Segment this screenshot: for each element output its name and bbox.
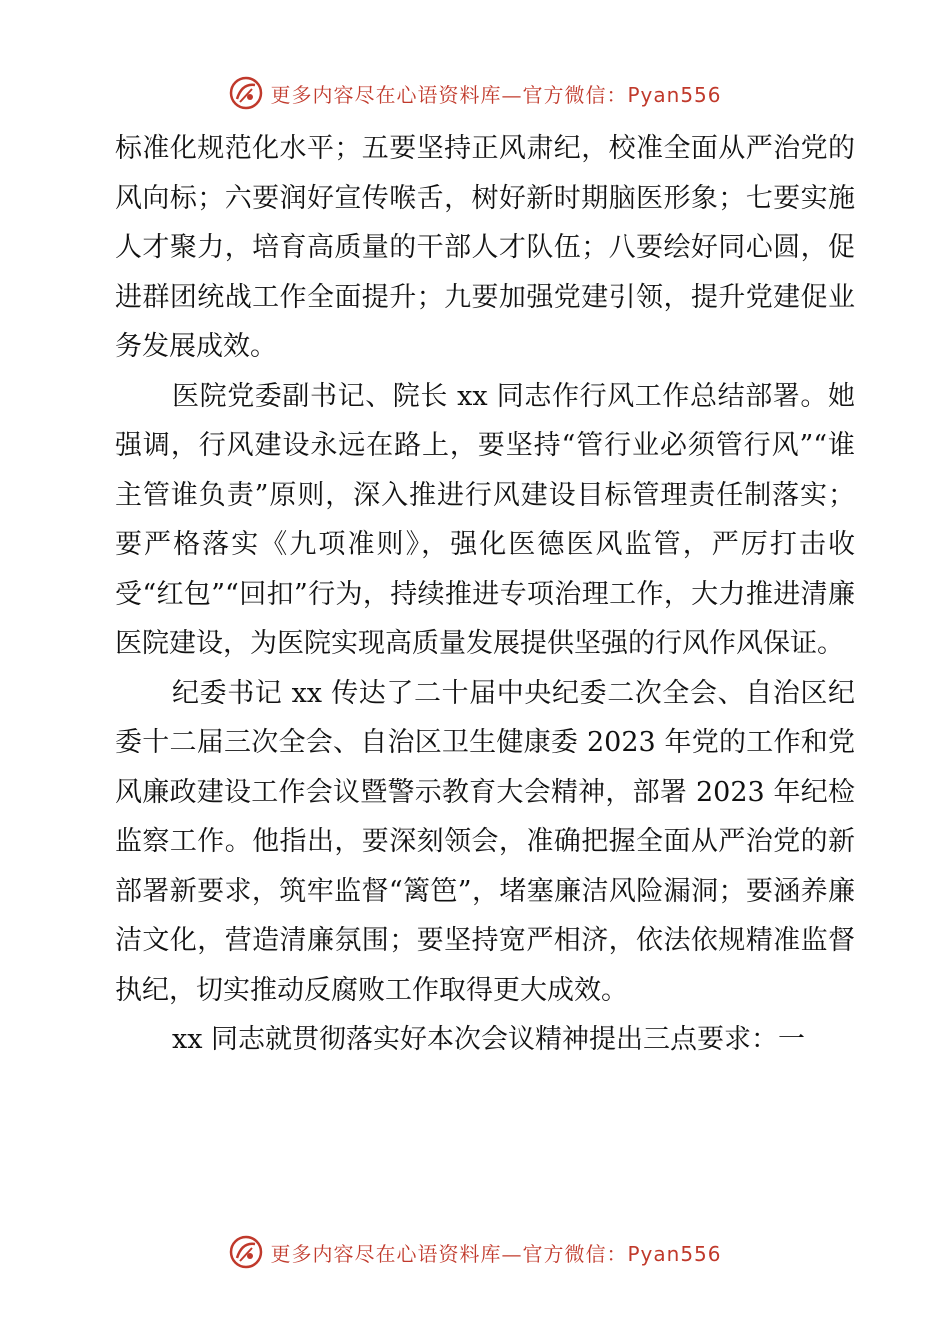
brand-logo-icon [228, 75, 264, 111]
banner-dash: — [501, 1241, 523, 1266]
banner-text [270, 79, 721, 108]
document-body [115, 124, 855, 1065]
paragraph-2: 医院党委副书记、院长 xx 同志作行风工作总结部署。她强调，行风建设永远在路上，要坚持“管行业必须管行风”“谁主管谁负责”原则，深入推进行风建设目标管理责任制落实；要严格落实《九项准则》，强化医德医风监管，严厉打击收受“红包”“回扣”行为，持续推进专项治理工作，大力推进清廉医院建设，为医院实现高质量发展提供坚强的行风作风保证。 [115, 380, 855, 659]
banner-wechat-label: 官方微信： [522, 1241, 628, 1266]
banner-brand: 更多内容尽在心语资料库 [270, 82, 502, 107]
paragraph-3: 纪委书记 xx 传达了二十届中央纪委二次全会、自治区纪委十二届三次全会、自治区卫生健康委 2023 年党的工作和党风廉政建设工作会议暨警示教育大会精神，部署 2023 年纪检监察工作。他指出，要深刻领会，准确把握全面从严治党的新部署新要求，筑牢监督“篱笆”，堵塞廉洁风险漏洞；要涵养廉洁文化，营造清廉氛围；要坚持宽严相济，依法依规精准监督执纪，切实推动反腐败工作取得更大成效。 [115, 677, 855, 1006]
paragraph-4: xx 同志就贯彻落实好本次会议精神提出三点要求：一 [172, 1024, 806, 1055]
footer-banner [0, 1232, 950, 1272]
brand-logo-icon [228, 1234, 264, 1270]
banner-brand: 更多内容尽在心语资料库 [270, 1241, 502, 1266]
header-banner [0, 73, 950, 113]
banner-text [270, 1238, 721, 1267]
banner-dash: — [501, 82, 523, 107]
banner-wechat-id: Pyan556 [627, 82, 722, 107]
banner-wechat-id: Pyan556 [627, 1241, 722, 1266]
banner-wechat-label: 官方微信： [522, 82, 628, 107]
paragraph-1: 标准化规范化水平；五要坚持正风肃纪，校准全面从严治党的风向标；六要润好宣传喉舌，树好新时期脑医形象；七要实施人才聚力，培育高质量的干部人才队伍；八要绘好同心圆，促进群团统战工作全面提升；九要加强党建引领，提升党建促业务发展成效。 [115, 133, 855, 362]
